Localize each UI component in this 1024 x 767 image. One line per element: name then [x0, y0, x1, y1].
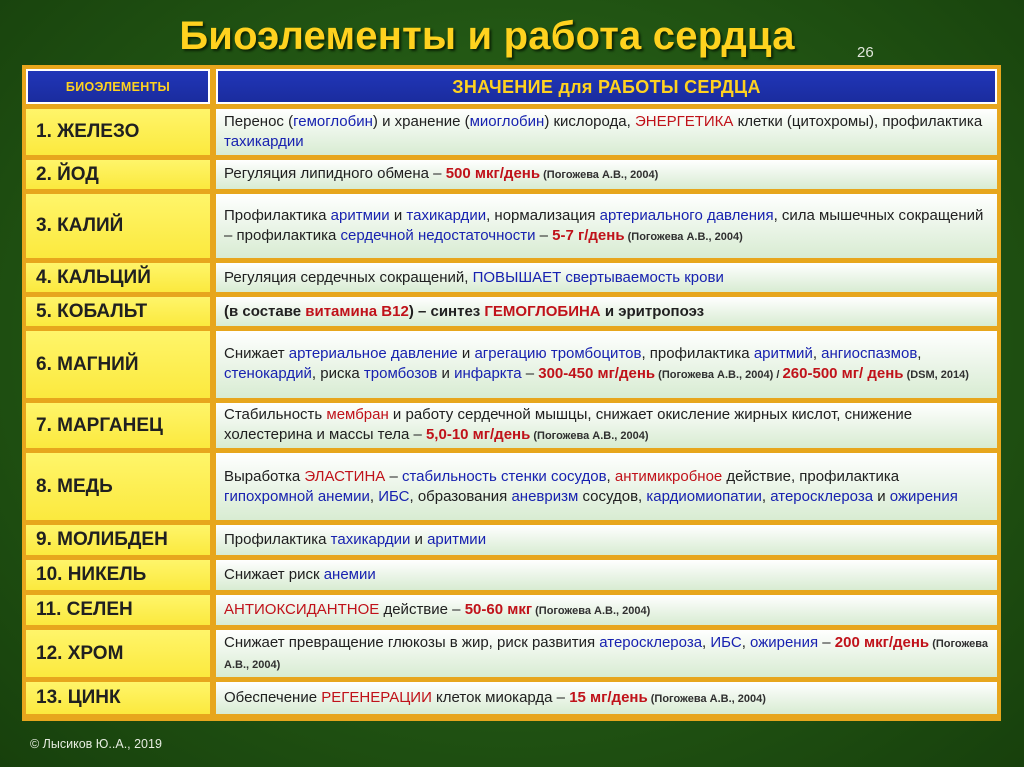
element-description: Регуляция липидного обмена – 500 мкг/день (Погожева А.В., 2004)	[216, 160, 997, 189]
table-row-nickel	[26, 560, 998, 590]
element-description: Снижает артериальное давление и агрегацию тромбоцитов, профилактика аритмий, ангиоспазмов, стенокардий, риска тромбозов и инфаркта – 300-450 мг/день (Погожева А.В., 2004) / 260-500 мг/ день (DSM, 2014)	[216, 331, 997, 398]
table-row-calcium	[26, 263, 998, 292]
element-description: Стабильность мембран и работу сердечной мышцы, снижает окисление жирных кислот, снижение холестерина и массы тела – 5,0-10 мг/день (Погожева А.В., 2004)	[216, 403, 997, 448]
slide-number: 26	[857, 44, 874, 61]
table-row-iron	[26, 109, 998, 155]
table-row-copper	[26, 453, 998, 520]
bioelements-table	[22, 65, 1001, 721]
element-description: Выработка ЭЛАСТИНА – стабильность стенки сосудов, антимикробное действие, профилактика гипохромной анемии, ИБС, образования аневризм сосудов, кардиомиопатии, атеросклероза и ожирения	[216, 453, 997, 520]
table-row-molybdenum	[26, 525, 998, 555]
element-name: 7. МАРГАНЕЦ	[26, 403, 210, 448]
element-name: 11. СЕЛЕН	[26, 595, 210, 625]
element-name: 5. КОБАЛЬТ	[26, 297, 210, 326]
element-description: Снижает превращение глюкозы в жир, риск развития атеросклероза, ИБС, ожирения – 200 мкг/день (Погожева А.В., 2004)	[216, 630, 997, 677]
table-row-iodine	[26, 160, 998, 189]
element-name: 12. ХРОМ	[26, 630, 210, 677]
element-name: 10. НИКЕЛЬ	[26, 560, 210, 590]
element-name: 13. ЦИНК	[26, 682, 210, 714]
element-description: Перенос (гемоглобин) и хранение (миоглобин) кислорода, ЭНЕРГЕТИКА клетки (цитохромы), профилактика тахикардии	[216, 109, 997, 155]
table-row-magnesium	[26, 331, 998, 398]
element-name: 9. МОЛИБДЕН	[26, 525, 210, 555]
table-row-cobalt	[26, 297, 998, 326]
element-description: Профилактика аритмии и тахикардии, нормализация артериального давления, сила мышечных сокращений – профилактика сердечной недостаточности – 5-7 г/день (Погожева А.В., 2004)	[216, 194, 997, 258]
element-name: 2. ЙОД	[26, 160, 210, 189]
table-row-chromium	[26, 630, 998, 677]
element-description: Регуляция сердечных сокращений, ПОВЫШАЕТ свертываемость крови	[216, 263, 997, 292]
slide-title: Биоэлементы и работа сердца	[179, 14, 795, 58]
table-row-zinc	[26, 682, 998, 714]
header-bioelements: БИОЭЛЕМЕНТЫ	[26, 69, 210, 104]
element-name: 8. МЕДЬ	[26, 453, 210, 520]
element-name: 6. МАГНИЙ	[26, 331, 210, 398]
copyright-footer: © Лысиков Ю..А., 2019	[30, 737, 162, 751]
table-row-potassium	[26, 194, 998, 258]
table-header-row	[26, 69, 998, 104]
element-name: 3. КАЛИЙ	[26, 194, 210, 258]
element-name: 4. КАЛЬЦИЙ	[26, 263, 210, 292]
header-significance: ЗНАЧЕНИЕ для РАБОТЫ СЕРДЦА	[216, 69, 997, 104]
element-name: 1. ЖЕЛЕЗО	[26, 109, 210, 155]
table-row-selenium	[26, 595, 998, 625]
element-description: Профилактика тахикардии и аритмии	[216, 525, 997, 555]
element-description: Обеспечение РЕГЕНЕРАЦИИ клеток миокарда – 15 мг/день (Погожева А.В., 2004)	[216, 682, 997, 714]
element-description: Снижает риск анемии	[216, 560, 997, 590]
table-row-manganese	[26, 403, 998, 448]
element-description: (в составе витамина В12) – синтез ГЕМОГЛОБИНА и эритропоэз	[216, 297, 997, 326]
element-description: АНТИОКСИДАНТНОЕ действие – 50-60 мкг (Погожева А.В., 2004)	[216, 595, 997, 625]
